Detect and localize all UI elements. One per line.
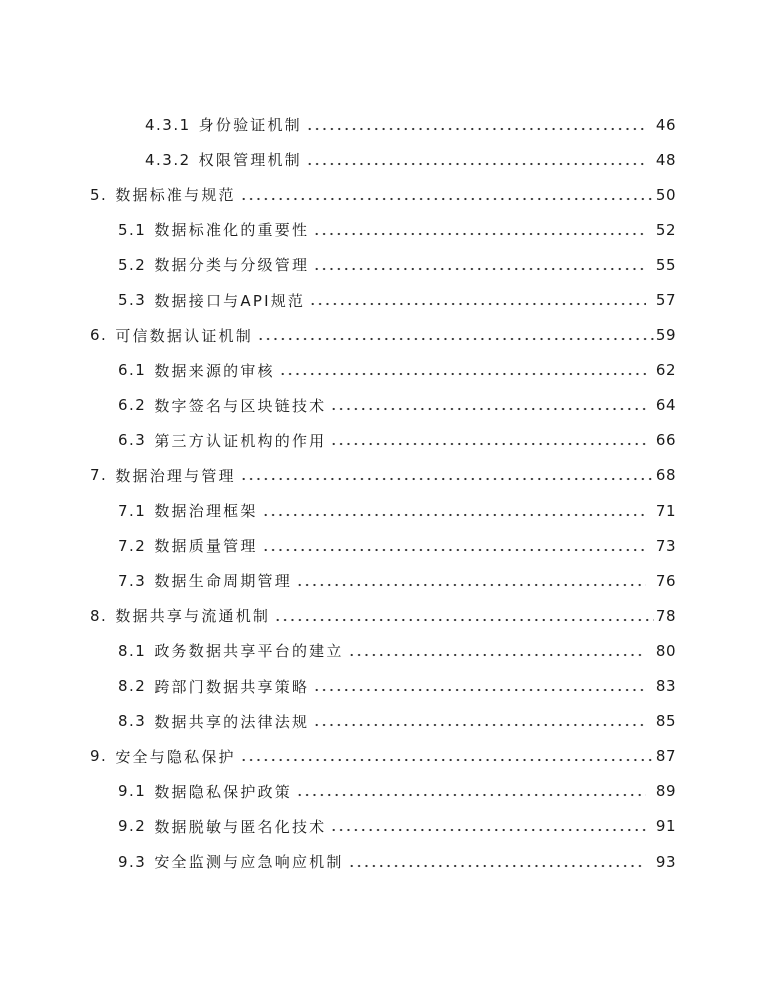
toc-entry-title: 数字签名与区块链技术	[154, 396, 327, 415]
toc-entry-page-number: 57	[655, 291, 676, 310]
toc-entry	[0, 423, 765, 458]
toc-entry	[0, 669, 765, 704]
dot-leader	[257, 326, 654, 344]
toc-entry-page-number: 71	[655, 501, 676, 520]
toc-entry-page-number: 73	[655, 536, 676, 555]
toc-entry	[0, 563, 765, 598]
toc-entry-number: 6.	[90, 326, 108, 345]
toc-entry-number: 6.3	[118, 431, 147, 450]
dot-leader	[330, 396, 646, 414]
toc-entry-title: 跨部门数据共享策略	[154, 677, 310, 696]
toc-entry	[0, 107, 765, 142]
toc-entry-page-number: 93	[655, 852, 676, 871]
dot-leader	[330, 431, 646, 449]
toc-entry-number: 4.3.1	[145, 115, 191, 134]
toc-entry-page-number: 87	[655, 747, 676, 766]
toc-entry	[0, 212, 765, 247]
dot-leader	[313, 712, 646, 730]
dot-leader	[306, 151, 646, 169]
toc-entry-title: 数据标准化的重要性	[154, 221, 310, 240]
toc-entry-page-number: 55	[655, 255, 676, 274]
toc-entry-number: 4.3.2	[145, 150, 191, 169]
toc-entry-title: 数据接口与API规范	[154, 291, 306, 310]
toc-entry-page-number: 50	[655, 185, 676, 204]
dot-leader	[313, 221, 646, 239]
toc-entry-page-number: 68	[655, 466, 676, 485]
toc-entry	[0, 177, 765, 212]
dot-leader	[240, 747, 654, 765]
toc-entry-title: 数据共享与流通机制	[115, 607, 271, 626]
toc-entry	[0, 809, 765, 844]
toc-entry	[0, 598, 765, 633]
dot-leader	[274, 607, 654, 625]
toc-entry-title: 数据质量管理	[154, 537, 258, 556]
toc-entry	[0, 528, 765, 563]
toc-entry-number: 7.3	[118, 571, 147, 590]
toc-entry-number: 7.2	[118, 536, 147, 555]
toc-entry-title: 安全与隐私保护	[115, 747, 236, 766]
toc-entry-title: 数据来源的审核	[154, 361, 275, 380]
toc-entry-number: 6.2	[118, 396, 147, 415]
dot-leader	[348, 853, 646, 871]
dot-leader	[262, 537, 646, 555]
toc-entry	[0, 353, 765, 388]
dot-leader	[240, 466, 654, 484]
toc-entry-title: 数据生命周期管理	[154, 572, 292, 591]
toc-entry	[0, 142, 765, 177]
toc-entry-page-number: 91	[655, 817, 676, 836]
table-of-contents	[0, 107, 765, 879]
toc-entry-title: 身份验证机制	[198, 116, 302, 135]
toc-entry-page-number: 64	[655, 396, 676, 415]
toc-entry	[0, 458, 765, 493]
toc-entry-number: 7.	[90, 466, 108, 485]
toc-entry-page-number: 83	[655, 677, 676, 696]
dot-leader	[313, 677, 646, 695]
toc-entry-title: 数据分类与分级管理	[154, 256, 310, 275]
toc-entry-page-number: 46	[655, 115, 676, 134]
toc-entry-number: 8.3	[118, 712, 147, 731]
toc-entry	[0, 318, 765, 353]
toc-entry-page-number: 89	[655, 782, 676, 801]
toc-entry-title: 可信数据认证机制	[115, 326, 253, 345]
toc-entry-title: 数据治理框架	[154, 502, 258, 521]
toc-entry-number: 5.3	[118, 291, 147, 310]
toc-entry-page-number: 59	[655, 326, 676, 345]
toc-entry-number: 5.1	[118, 220, 147, 239]
toc-entry-page-number: 76	[655, 571, 676, 590]
toc-entry-page-number: 48	[655, 150, 676, 169]
toc-entry-page-number: 85	[655, 712, 676, 731]
dot-leader	[313, 256, 646, 274]
toc-entry-number: 9.1	[118, 782, 147, 801]
dot-leader	[296, 572, 646, 590]
toc-entry-number: 5.	[90, 185, 108, 204]
toc-entry-title: 数据治理与管理	[115, 466, 236, 485]
toc-entry	[0, 247, 765, 282]
toc-entry-page-number: 62	[655, 361, 676, 380]
toc-entry	[0, 774, 765, 809]
toc-entry-number: 6.1	[118, 361, 147, 380]
toc-entry-page-number: 66	[655, 431, 676, 450]
toc-entry-title: 权限管理机制	[198, 151, 302, 170]
toc-entry-title: 数据脱敏与匿名化技术	[154, 817, 327, 836]
toc-entry-number: 8.1	[118, 641, 147, 660]
dot-leader	[262, 502, 646, 520]
dot-leader	[306, 116, 646, 134]
toc-entry-page-number: 78	[655, 606, 676, 625]
toc-entry-number: 9.2	[118, 817, 147, 836]
dot-leader	[296, 782, 646, 800]
toc-entry-title: 政务数据共享平台的建立	[154, 642, 344, 661]
toc-entry-number: 5.2	[118, 255, 147, 274]
dot-leader	[279, 361, 646, 379]
dot-leader	[240, 186, 654, 204]
toc-entry	[0, 388, 765, 423]
toc-entry-title: 数据隐私保护政策	[154, 782, 292, 801]
toc-entry-number: 9.3	[118, 852, 147, 871]
toc-entry	[0, 704, 765, 739]
toc-entry	[0, 739, 765, 774]
toc-entry-title: 数据共享的法律法规	[154, 712, 310, 731]
toc-entry	[0, 844, 765, 879]
toc-entry-number: 8.2	[118, 677, 147, 696]
toc-entry-title: 数据标准与规范	[115, 186, 236, 205]
dot-leader	[348, 642, 646, 660]
toc-entry-page-number: 80	[655, 641, 676, 660]
toc-entry	[0, 493, 765, 528]
dot-leader	[330, 817, 646, 835]
toc-entry-page-number: 52	[655, 220, 676, 239]
toc-entry-number: 9.	[90, 747, 108, 766]
toc-entry	[0, 633, 765, 668]
dot-leader	[309, 291, 646, 309]
toc-entry-title: 安全监测与应急响应机制	[154, 853, 344, 872]
toc-entry-title: 第三方认证机构的作用	[154, 431, 327, 450]
toc-entry	[0, 282, 765, 317]
toc-entry-number: 7.1	[118, 501, 147, 520]
toc-entry-number: 8.	[90, 606, 108, 625]
